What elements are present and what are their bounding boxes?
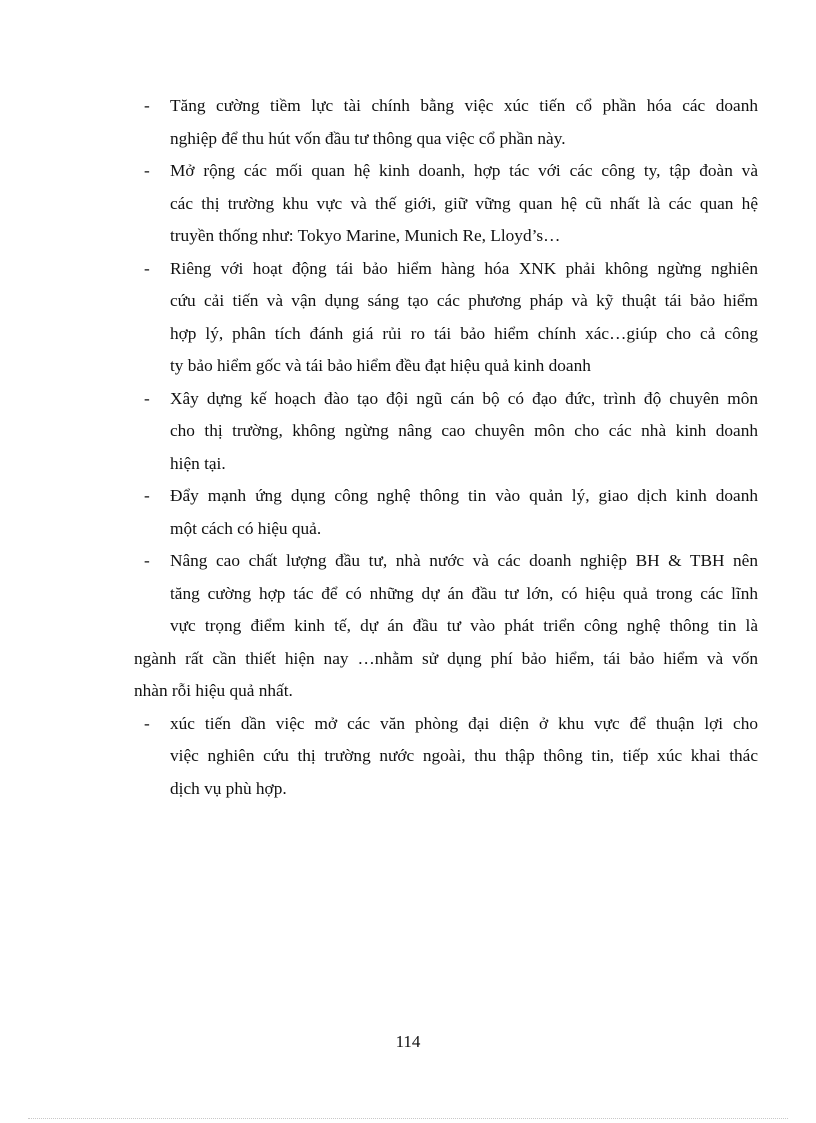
list-item [134,545,758,708]
bullet-dash: - [144,551,150,570]
list-item [134,155,758,253]
text-line: cho thị trường, không ngừng nâng cao chuyên môn cho các nhà kinh doanh [170,421,758,440]
text-line: việc nghiên cứu thị trường nước ngoài, thu thập thông tin, tiếp xúc khai thác [170,746,758,765]
text-line: cứu cải tiến và vận dụng sáng tạo các phương pháp và kỹ thuật tái bảo hiểm [170,291,758,310]
list-item [134,708,758,806]
text-line: nghiệp để thu hút vốn đầu tư thông qua việc cổ phần này. [170,128,566,148]
text-line: Mở rộng các mối quan hệ kinh doanh, hợp tác với các công ty, tập đoàn và [170,161,758,180]
bullet-dash: - [144,713,150,733]
text-line: xúc tiến dần việc mở các văn phòng đại diện ở khu vực để thuận lợi cho [170,713,758,733]
text-line: tăng cường hợp tác để có những dự án đầu tư lớn, có hiệu quả trong các lĩnh [170,583,758,603]
text-line: các thị trường khu vực và thế giới, giữ vững quan hệ cũ nhất là các quan hệ [170,193,758,213]
bullet-dash: - [144,161,150,180]
list-item [134,383,758,481]
text-line: ngành rất cần thiết hiện nay …nhằm sử dụng phí bảo hiểm, tái bảo hiểm và vốn [134,648,758,668]
page-number: 114 [395,1032,421,1051]
bullet-dash: - [144,388,150,408]
text-line: Xây dựng kế hoạch đào tạo đội ngũ cán bộ có đạo đức, trình độ chuyên môn [170,388,758,408]
text-line: vực trọng điểm kinh tế, dự án đầu tư vào phát triển công nghệ thông tin là [170,616,758,635]
bullet-dash: - [144,486,150,505]
list-item [134,90,758,155]
text-line: dịch vụ phù hợp. [170,778,287,798]
text-line: hợp lý, phân tích đánh giá rủi ro tái bảo hiểm chính xác…giúp cho cả công [170,323,758,343]
bullet-dash: - [144,258,150,278]
text-line: ty bảo hiểm gốc và tái bảo hiểm đều đạt hiệu quả kinh doanh [170,356,591,375]
text-line: Đẩy mạnh ứng dụng công nghệ thông tin vào quản lý, giao dịch kinh doanh [170,486,758,505]
bullet-dash: - [144,96,150,115]
list-item [134,253,758,383]
bullet-list [134,90,758,805]
list-item [134,480,758,545]
text-line: truyền thống như: Tokyo Marine, Munich Re, Lloyd’s… [170,226,561,245]
page-bottom-border [28,1118,788,1119]
text-line: Nâng cao chất lượng đầu tư, nhà nước và các doanh nghiệp BH & TBH nên [170,551,758,570]
text-line: Riêng với hoạt động tái bảo hiểm hàng hóa XNK phải không ngừng nghiên [170,258,758,278]
text-line: nhàn rỗi hiệu quả nhất. [134,681,293,700]
text-line: một cách có hiệu quả. [170,518,322,538]
text-line: hiện tại. [170,453,226,473]
text-line: Tăng cường tiềm lực tài chính bằng việc xúc tiến cổ phần hóa các doanh [170,96,758,115]
